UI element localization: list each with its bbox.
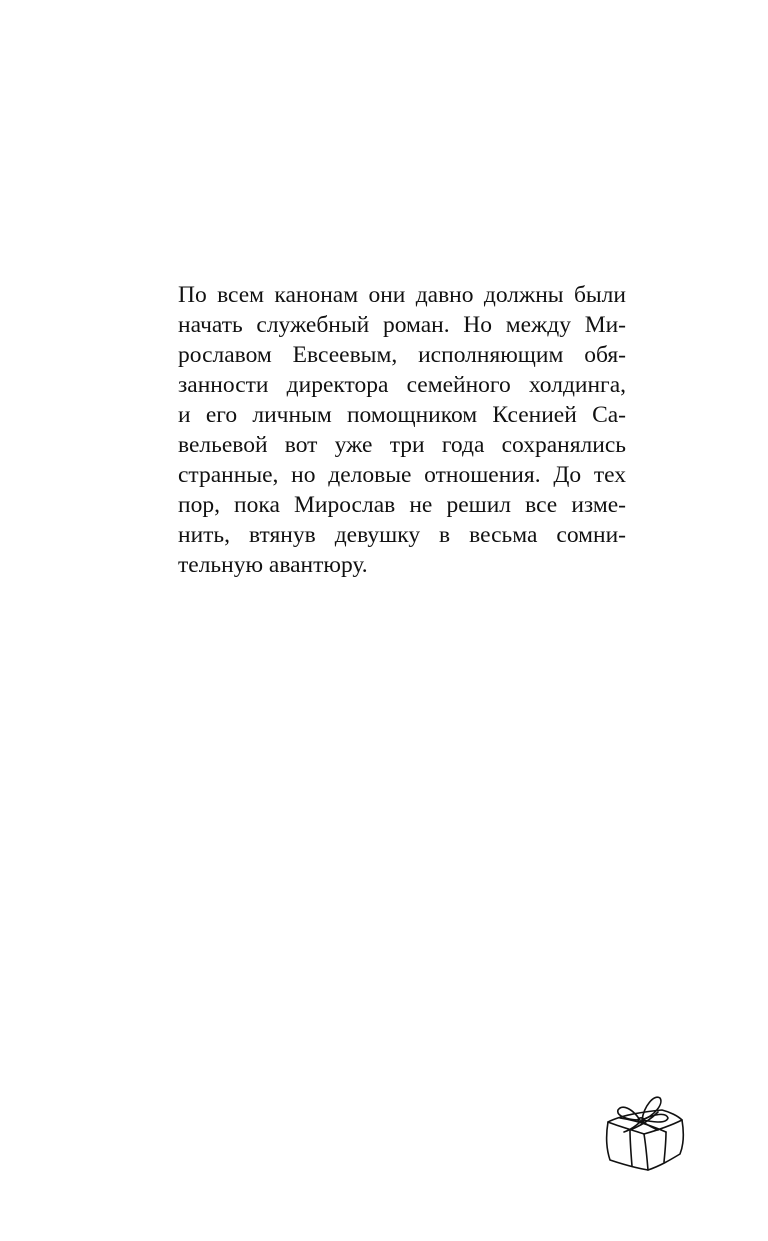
annotation-line-6: вельевой вот уже три года сохранялись	[178, 432, 626, 458]
annotation-line-7: странные, но деловые отношения. До тех	[178, 462, 626, 488]
annotation-line-10: тельную авантюру.	[178, 552, 368, 578]
annotation-line-4: занности директора семейного холдинга,	[178, 372, 626, 398]
annotation-line-2: начать служебный роман. Но между Ми-	[178, 312, 626, 338]
annotation-line-3: рославом Евсеевым, исполняющим обя-	[178, 342, 626, 368]
gift-box-icon	[600, 1090, 690, 1172]
annotation-line-9: нить, втянув девушку в весьма сомни-	[178, 522, 626, 548]
annotation-line-1: По всем канонам они давно должны были	[178, 282, 626, 308]
annotation-line-8: пор, пока Мирослав не решил все изме-	[178, 492, 626, 518]
book-annotation	[178, 280, 626, 580]
annotation-line-5: и его личным помощником Ксенией Са-	[178, 402, 626, 428]
